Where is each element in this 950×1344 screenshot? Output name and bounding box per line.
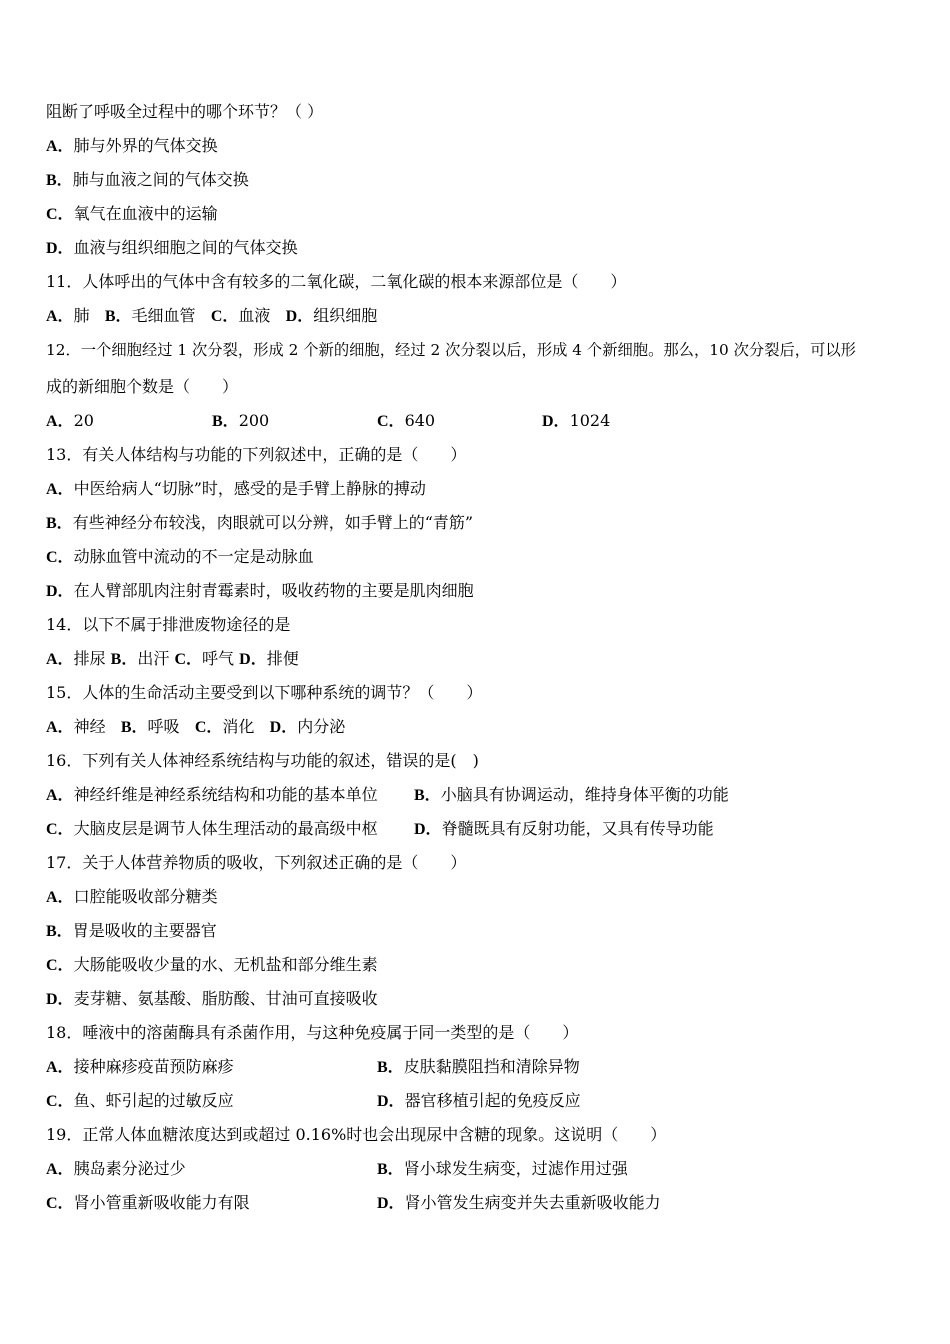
question-16-option-a: A．神经纤维是神经系统结构和功能的基本单位 [46, 785, 378, 804]
question-18-option-c: C．鱼、虾引起的过敏反应 [46, 1091, 234, 1110]
question-14-options: A．排尿 B．出汗 C．呼气 D．排便 [46, 649, 299, 668]
question-16-option-c: C．大脑皮层是调节人体生理活动的最高级中枢 [46, 819, 378, 838]
question-12-stem-line2: 成的新细胞个数是（ ） [46, 377, 239, 396]
question-18-options-row2 [46, 1090, 926, 1112]
question-19-option-d: D．肾小管发生病变并失去重新吸收能力 [377, 1193, 661, 1212]
question-17-option-d: D．麦芽糖、氨基酸、脂肪酸、甘油可直接吸收 [46, 989, 378, 1008]
question-16-stem: 16．下列有关人体神经系统结构与功能的叙述，错误的是( ) [46, 751, 479, 770]
question-14-stem: 14．以下不属于排泄废物途径的是 [46, 615, 291, 634]
question-15-options: A．神经 B．呼吸 C．消化 D．内分泌 [46, 717, 346, 736]
question-19-options-row2 [46, 1192, 926, 1214]
question-11-stem: 11．人体呼出的气体中含有较多的二氧化碳，二氧化碳的根本来源部位是（ ） [46, 272, 627, 291]
question-17-option-c: C．大肠能吸收少量的水、无机盐和部分维生素 [46, 955, 378, 974]
question-12-option-b: B．200 [212, 411, 270, 430]
question-12-options [46, 410, 926, 432]
question-13-stem: 13．有关人体结构与功能的下列叙述中，正确的是（ ） [46, 445, 467, 464]
question-13-option-d: D．在人臂部肌肉注射青霉素时，吸收药物的主要是肌肉细胞 [46, 581, 474, 600]
question-10-option-c: C．氧气在血液中的运输 [46, 204, 218, 223]
question-12-option-d: D．1024 [542, 411, 611, 430]
question-19-option-c: C．肾小管重新吸收能力有限 [46, 1193, 250, 1212]
question-19-stem: 19．正常人体血糖浓度达到或超过 0.16%时也会出现尿中含糖的现象。这说明（ ） [46, 1125, 667, 1144]
question-18-option-b: B．皮肤黏膜阻挡和清除异物 [377, 1057, 580, 1076]
question-18-stem: 18．唾液中的溶菌酶具有杀菌作用，与这种免疫属于同一类型的是（ ） [46, 1023, 579, 1042]
question-10-stem: 阻断了呼吸全过程中的哪个环节？（ ） [46, 102, 324, 121]
question-16-option-b: B．小脑具有协调运动，维持身体平衡的功能 [414, 785, 729, 804]
question-18-option-a: A．接种麻疹疫苗预防麻疹 [46, 1057, 234, 1076]
question-17-stem: 17．关于人体营养物质的吸收，下列叙述正确的是（ ） [46, 853, 467, 872]
question-10-option-b: B．肺与血液之间的气体交换 [46, 170, 249, 189]
question-13-option-b: B．有些神经分布较浅，肉眼就可以分辨，如手臂上的“青筋” [46, 513, 474, 532]
question-13-option-c: C．动脉血管中流动的不一定是动脉血 [46, 547, 314, 566]
question-17-option-b: B．胃是吸收的主要器官 [46, 921, 217, 940]
question-10-option-a: A．肺与外界的气体交换 [46, 136, 218, 155]
question-10-option-d: D．血液与组织细胞之间的气体交换 [46, 238, 298, 257]
question-18-option-d: D．器官移植引起的免疫反应 [377, 1091, 581, 1110]
question-17-option-a: A．口腔能吸收部分糖类 [46, 887, 218, 906]
question-12-option-a: A．20 [46, 411, 94, 430]
question-16-option-d: D．脊髓既具有反射功能，又具有传导功能 [414, 819, 714, 838]
question-13-option-a: A．中医给病人“切脉”时，感受的是手臂上静脉的搏动 [46, 479, 426, 498]
question-19-option-a: A．胰岛素分泌过少 [46, 1159, 186, 1178]
question-16-options-row2 [46, 818, 926, 840]
question-19-options-row1 [46, 1158, 926, 1180]
question-15-stem: 15．人体的生命活动主要受到以下哪种系统的调节？（ ） [46, 683, 483, 702]
question-19-option-b: B．肾小球发生病变，过滤作用过强 [377, 1159, 628, 1178]
question-18-options-row1 [46, 1056, 926, 1078]
question-12-option-c: C．640 [377, 411, 436, 430]
question-11-options: A．肺 B．毛细血管 C．血液 D．组织细胞 [46, 306, 378, 325]
question-16-options-row1 [46, 784, 926, 806]
question-12-stem-line1: 12．一个细胞经过 1 次分裂，形成 2 个新的细胞，经过 2 次分裂以后，形成 4 个新细胞。那么，10 次分裂后，可以形 [46, 341, 856, 359]
